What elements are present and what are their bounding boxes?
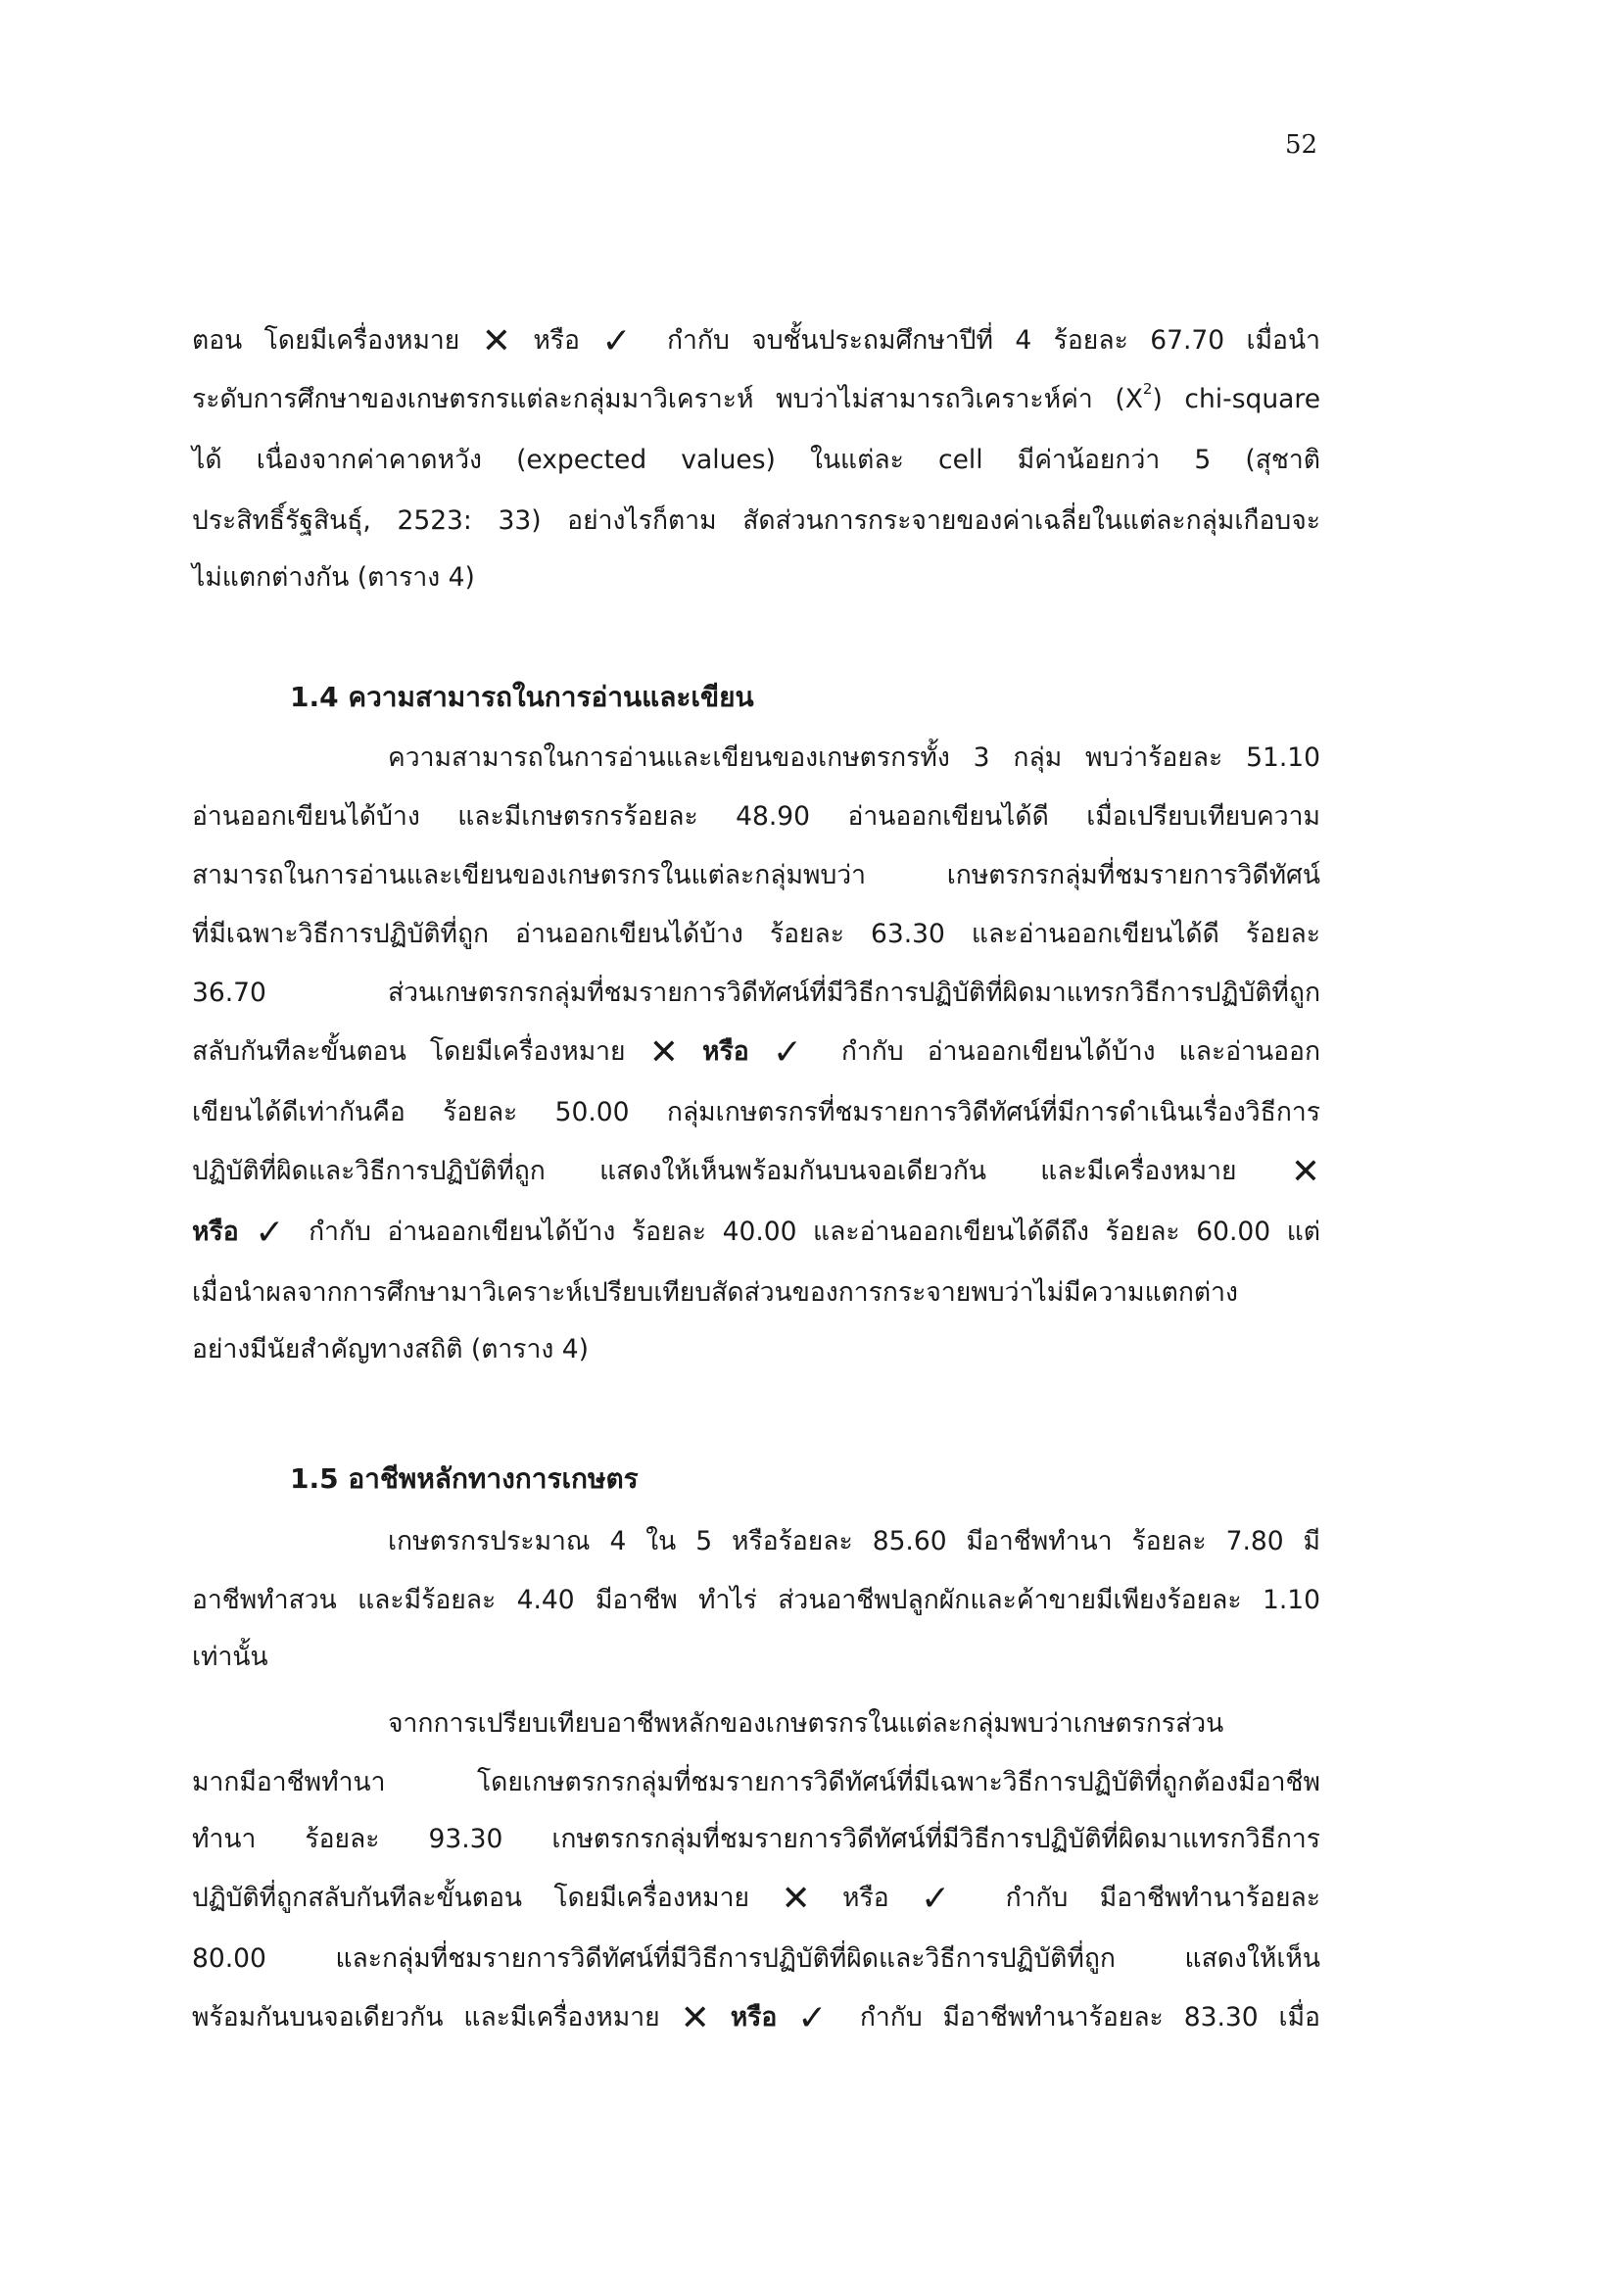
text-line: ไม่แตกต่างกัน (ตาราง 4): [192, 562, 475, 593]
text-line: 36.70 ส่วนเกษตรกรกลุ่มที่ชมรายการวิดีทัศน์ที่มีวิธีการปฏิบัติที่ผิดมาแทรกวิธีการปฏิบัติที่ถูก: [192, 978, 1320, 1008]
text-line: เกษตรกรประมาณ 4 ใน 5 หรือร้อยละ 85.60 มีอาชีพทำนา ร้อยละ 7.80 มี: [388, 1526, 1320, 1556]
text-line: อาชีพทำสวน และมีร้อยละ 4.40 มีอาชีพ ทำไร่ ส่วนอาชีพปลูกผักและค้าขายมีเพียงร้อยละ 1.10: [192, 1585, 1320, 1615]
text-line: ประสิทธิ์รัฐสินธุ์, 2523: 33) อย่างไรก็ตาม สัดส่วนการกระจายของค่าเฉลี่ยในแต่ละกลุ่มเกือบจะ: [192, 505, 1320, 536]
text-line: ที่มีเฉพาะวิธีการปฏิบัติที่ถูก อ่านออกเขียนได้บ้าง ร้อยละ 63.30 และอ่านออกเขียนได้ดี ร้อยละ: [192, 919, 1320, 949]
text-line: หรือ ✓ กำกับ อ่านออกเขียนได้บ้าง ร้อยละ 40.00 และอ่านออกเขียนได้ดีถึง ร้อยละ 60.00 แต่: [192, 1213, 1320, 1253]
text-line: เขียนได้ดีเท่ากันคือ ร้อยละ 50.00 กลุ่มเกษตรกรที่ชมรายการวิดีทัศน์ที่มีการดำเนินเรื่องวิธีการ: [192, 1097, 1320, 1127]
text-line: อ่านออกเขียนได้บ้าง และมีเกษตรกรร้อยละ 48.90 อ่านออกเขียนได้ดี เมื่อเปรียบเทียบความ: [192, 801, 1320, 832]
text-line: อย่างมีนัยสำคัญทางสถิติ (ตาราง 4): [192, 1334, 589, 1364]
text-line: ปฏิบัติที่ผิดและวิธีการปฏิบัติที่ถูก แสดงให้เห็นพร้อมกันบนจอเดียวกัน และมีเครื่องหมาย ✕: [192, 1152, 1320, 1192]
check-mark-icon: ✓: [601, 321, 645, 361]
cross-mark-icon: ✕: [481, 321, 511, 361]
text-line: ตอน โดยมีเครื่องหมาย ✕ หรือ ✓ กำกับ จบชั้นประถมศึกษาปีที่ 4 ร้อยละ 67.70 เมื่อนำ: [192, 321, 1320, 361]
text-line: จากการเปรียบเทียบอาชีพหลักของเกษตรกรในแต่ละกลุ่มพบว่าเกษตรกรส่วน: [388, 1708, 1224, 1739]
text-line: พร้อมกันบนจอเดียวกัน และมีเครื่องหมาย ✕ หรือ ✓ กำกับ มีอาชีพทำนาร้อยละ 83.30 เมื่อ: [192, 1998, 1320, 2038]
cross-mark-icon: ✕: [648, 1032, 679, 1073]
check-mark-icon: ✓: [921, 1879, 975, 1919]
cross-mark-icon: ✕: [781, 1879, 811, 1919]
text-line: เท่านั้น: [192, 1642, 268, 1672]
text-line: 80.00 และกลุ่มที่ชมรายการวิดีทัศน์ที่มีวิธีการปฏิบัติที่ผิดและวิธีการปฏิบัติที่ถูก แสดงให้เห็น: [192, 1943, 1320, 1974]
cross-mark-icon: ✕: [1290, 1152, 1320, 1192]
section-heading: 1.5 อาชีพหลักทางการเกษตร: [290, 1462, 639, 1495]
text-line: ปฏิบัติที่ถูกสลับกันทีละขั้นตอน โดยมีเครื่องหมาย ✕ หรือ ✓ กำกับ มีอาชีพทำนาร้อยละ: [192, 1879, 1320, 1919]
text-line: ทำนา ร้อยละ 93.30 เกษตรกรกลุ่มที่ชมรายการวิดีทัศน์ที่มีวิธีการปฏิบัติที่ผิดมาแทรกวิธีการ: [192, 1824, 1320, 1854]
section-heading: 1.4 ความสามารถในการอ่านและเขียน: [290, 681, 754, 713]
text-line: ได้ เนื่องจากค่าคาดหวัง (expected values) ในแต่ละ cell มีค่าน้อยกว่า 5 (สุชาติ: [192, 445, 1320, 475]
text-line: มากมีอาชีพทำนา โดยเกษตรกรกลุ่มที่ชมรายการวิดีทัศน์ที่มีเฉพาะวิธีการปฏิบัติที่ถูกต้องมีอาชีพ: [192, 1767, 1320, 1797]
text-line: ความสามารถในการอ่านและเขียนของเกษตรกรทั้ง 3 กลุ่ม พบว่าร้อยละ 51.10: [388, 742, 1320, 773]
text-line: เมื่อนำผลจากการศึกษามาวิเคราะห์เปรียบเทียบสัดส่วนของการกระจายพบว่าไม่มีความแตกต่าง: [192, 1277, 1238, 1308]
page-number: 52: [1285, 130, 1318, 160]
check-mark-icon: ✓: [797, 1998, 839, 2038]
text-line: ระดับการศึกษาของเกษตรกรแต่ละกลุ่มมาวิเคราะห์ พบว่าไม่สามารถวิเคราะห์ค่า $(X^2)$ chi-square: [192, 380, 1320, 414]
text-line: สลับกันทีละขั้นตอน โดยมีเครื่องหมาย ✕ หรือ ✓ กำกับ อ่านออกเขียนได้บ้าง และอ่านออก: [192, 1032, 1320, 1073]
check-mark-icon: ✓: [255, 1213, 293, 1253]
cross-mark-icon: ✕: [680, 1998, 710, 2038]
text-line: สามารถในการอ่านและเขียนของเกษตรกรในแต่ละกลุ่มพบว่า เกษตรกรกลุ่มที่ชมรายการวิดีทัศน์: [192, 860, 1320, 890]
check-mark-icon: ✓: [772, 1032, 818, 1073]
